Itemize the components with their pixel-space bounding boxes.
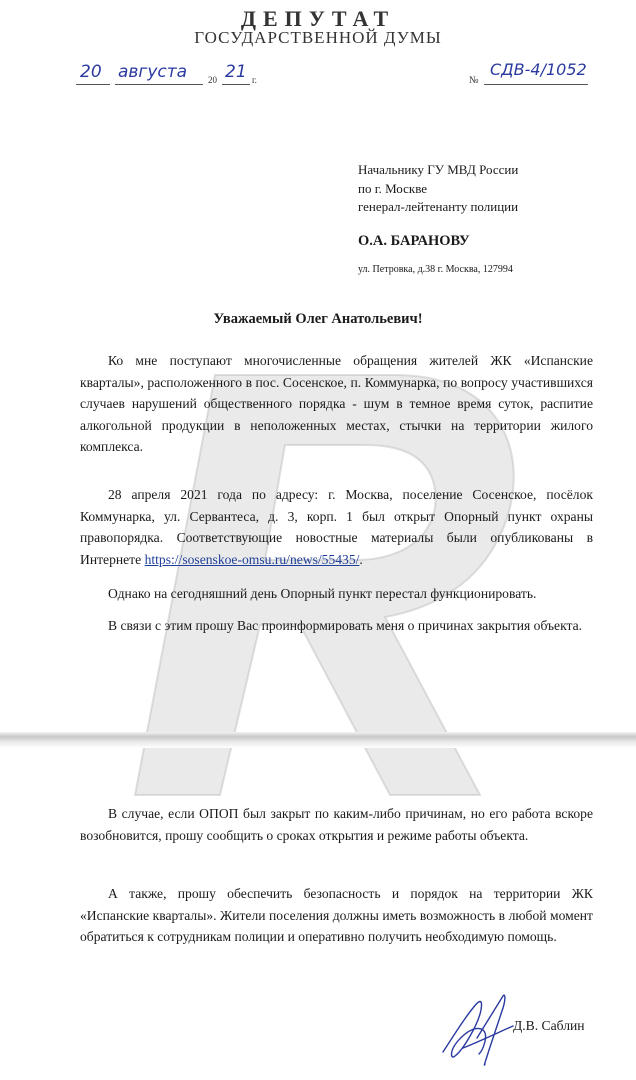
paragraph-2-end: . <box>359 551 363 567</box>
date-month-underline <box>115 84 203 85</box>
paragraph-1: Ко мне поступают многочисленные обращения жителей ЖК «Испанские кварталы», расположенного в пос. Сосенское, п. Коммунарка, по вопросу участившихся случаев нарушений общественного порядка - шум в темное время суток, распитие алкогольной продукции в неположенных местах, стычки на территории жилого комплекса. <box>80 353 593 454</box>
paragraph-2-text: 28 апреля 2021 года по адресу: г. Москва, поселение Сосенское, посёлок Коммунарка, ул. Сервантеса, д. 3, корп. 1 был открыт Опорный пункт охраны правопорядка. Соответствующие новостные материалы были опубликованы в Интернете <box>80 487 593 567</box>
letterhead-subtitle: ГОСУДАРСТВЕННОЙ ДУМЫ <box>194 28 442 47</box>
postal-address: ул. Петровка, д.38 г. Москва, 127994 <box>358 264 513 275</box>
date-year-prefix: 20 <box>208 75 217 85</box>
signatory-name: Д.В. Саблин <box>513 1018 585 1033</box>
date-day-underline <box>76 84 110 85</box>
news-link[interactable]: https://sosenskoe-omsu.ru/news/55435/ <box>144 551 360 567</box>
date-year-underline <box>222 84 250 85</box>
paragraph-2 <box>80 484 593 570</box>
address-line-1: Начальнику ГУ МВД России <box>358 162 519 177</box>
date-day: 20 <box>80 62 102 82</box>
address-line-3: генерал-лейтенанту полиции <box>358 199 519 214</box>
document-number: СДВ-4/1052 <box>490 60 587 79</box>
paragraph-4: В связи с этим прошу Вас проинформировать меня о причинах закрытия объекта. <box>108 618 583 633</box>
letterhead-title: ДЕПУТАТ <box>240 6 396 31</box>
recipient-name: О.А. БАРАНОВУ <box>358 233 470 249</box>
address-line-2: по г. Москве <box>358 181 428 196</box>
salutation: Уважаемый Олег Анатольевич! <box>213 311 423 327</box>
number-label: № <box>469 75 479 86</box>
number-underline <box>484 84 588 85</box>
date-month: августа <box>118 62 188 82</box>
date-year-suffix: 21 <box>225 62 247 82</box>
paragraph-5: В случае, если ОПОП был закрыт по каким-либо причинам, но его работа вскоре возобновится, прошу сообщить о сроках открытия и режиме работы объекта. <box>80 806 593 843</box>
page-seam <box>0 732 636 748</box>
paragraph-6: А также, прошу обеспечить безопасность и порядок на территории ЖК «Испанские кварталы». Жители поселения должны иметь возможность в любой момент обратиться к сотрудникам полиции и оперативно получить необходимую помощь. <box>80 886 593 944</box>
date-year-abbr: г. <box>252 75 257 85</box>
paragraph-3: Однако на сегодняшний день Опорный пункт перестал функционировать. <box>108 586 537 601</box>
